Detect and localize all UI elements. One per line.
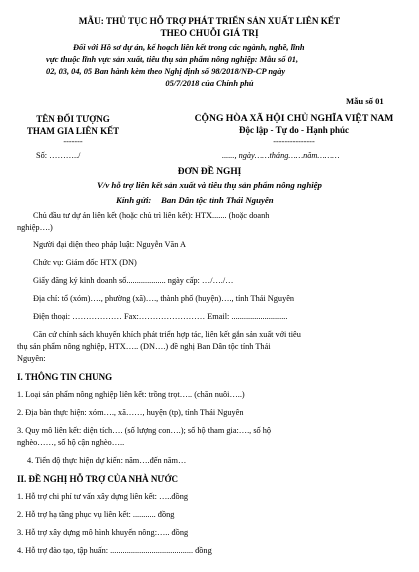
document-subtitle: V/v hỗ trợ liên kết sản xuất và tiêu thụ sản phẩm nông nghiệp xyxy=(97,180,322,190)
recipient-label: Kính gửi: xyxy=(116,195,152,205)
form-title-line2: THEO CHUỖI GIÁ TRỊ xyxy=(160,28,259,38)
basis-line1: Căn cứ chính sách khuyến khích phát triển hợp tác, liên kết gắn sản xuất với tiêu xyxy=(33,330,301,339)
business-registration: Giấy đăng ký kinh doanh số................... ngày cấp: …/…./… xyxy=(33,276,234,285)
section2-item4: 4. Hỗ trợ đào tạo, tập huấn: ........................................ đồng xyxy=(17,546,212,555)
note-line2: vực thuộc lĩnh vực sản xuất, tiêu thụ sản phẩm nông nghiệp: Mẫu số 01, xyxy=(46,55,299,64)
contact-info: Điện thoại: ……………… Fax:…………………… Email: ........................... xyxy=(33,312,288,321)
section1-item3-line2: nghèo……, số hộ cận nghèo….. xyxy=(17,438,125,447)
form-title-line1: MẪU: THỦ TỤC HỖ TRỢ PHÁT TRIỂN SẢN XUẤT LIÊN KẾT xyxy=(78,16,341,26)
section1-heading: I. THÔNG TIN CHUNG xyxy=(17,372,113,382)
date-line: ......, ngày……tháng……năm……… xyxy=(222,151,340,160)
position: Chức vụ: Giám đốc HTX (DN) xyxy=(33,258,137,267)
note-line4: 05/7/2018 của Chính phủ xyxy=(165,79,254,88)
national-title: CỘNG HÒA XÃ HỘI CHỦ NGHĨA VIỆT NAM xyxy=(194,113,394,124)
section1-item1: 1. Loại sản phẩm nông nghiệp liên kết: trồng trọt….. (chăn nuôi…..) xyxy=(17,390,245,399)
basis-line2: thụ sản phẩm nông nghiệp, HTX….. (DN….) đề nghị Ban Dân tộc tỉnh Thái xyxy=(17,342,271,351)
section2-heading: II. ĐỀ NGHỊ HỖ TRỢ CỦA NHÀ NƯỚC xyxy=(17,474,179,484)
legal-rep: Người đại diện theo pháp luật: Nguyễn Văn A xyxy=(33,240,186,249)
address: Địa chỉ: tổ (xóm)…., phường (xã)…., thành phố (huyện)…., tỉnh Thái Nguyên xyxy=(33,294,295,303)
entity-name-line1: TÊN ĐỐI TƯỢNG xyxy=(36,114,110,124)
left-divider: ------- xyxy=(63,137,83,146)
national-motto: Độc lập - Tự do - Hạnh phúc xyxy=(238,125,349,135)
entity-name-line2: THAM GIA LIÊN KẾT xyxy=(26,126,120,136)
section1-item3-line1: 3. Quy mô liên kết: diện tích…. (số lượng con….); số hộ tham gia:…., số hộ xyxy=(17,426,272,435)
document-number: Số: ………../ xyxy=(36,151,81,160)
investor-line1: Chủ đầu tư dự án liên kết (hoặc chủ trì liên kết): HTX....... (hoặc doanh xyxy=(33,211,270,220)
section1-item2: 2. Địa bàn thực hiện: xóm…., xã……, huyện (tp), tỉnh Thái Nguyên xyxy=(17,408,244,417)
section2-item3: 3. Hỗ trợ xây dựng mô hình khuyến nông:….. đồng xyxy=(17,528,189,537)
note-line3: 02, 03, 04, 05 Ban hành kèm theo Nghị định số 98/2018/NĐ-CP ngày xyxy=(46,67,286,76)
right-divider: --------------- xyxy=(273,137,315,146)
investor-line2: nghiệp….) xyxy=(17,223,53,232)
section2-item1: 1. Hỗ trợ chi phí tư vấn xây dựng liên kết: …..đồng xyxy=(17,492,188,501)
section2-item2: 2. Hỗ trợ hạ tầng phục vụ liên kết: ........... đồng xyxy=(17,510,175,519)
form-number: Mẫu số 01 xyxy=(346,96,384,106)
document-title: ĐƠN ĐỀ NGHỊ xyxy=(177,167,242,177)
note-line1: Đối với Hồ sơ dự án, kế hoạch liên kết trong các ngành, nghề, lĩnh xyxy=(73,43,305,52)
basis-line3: Nguyên: xyxy=(17,354,46,363)
recipient-name: Ban Dân tộc tỉnh Thái Nguyên xyxy=(161,195,274,205)
section1-item4: 4. Tiến độ thực hiện dự kiến: năm….đến năm… xyxy=(27,456,187,465)
